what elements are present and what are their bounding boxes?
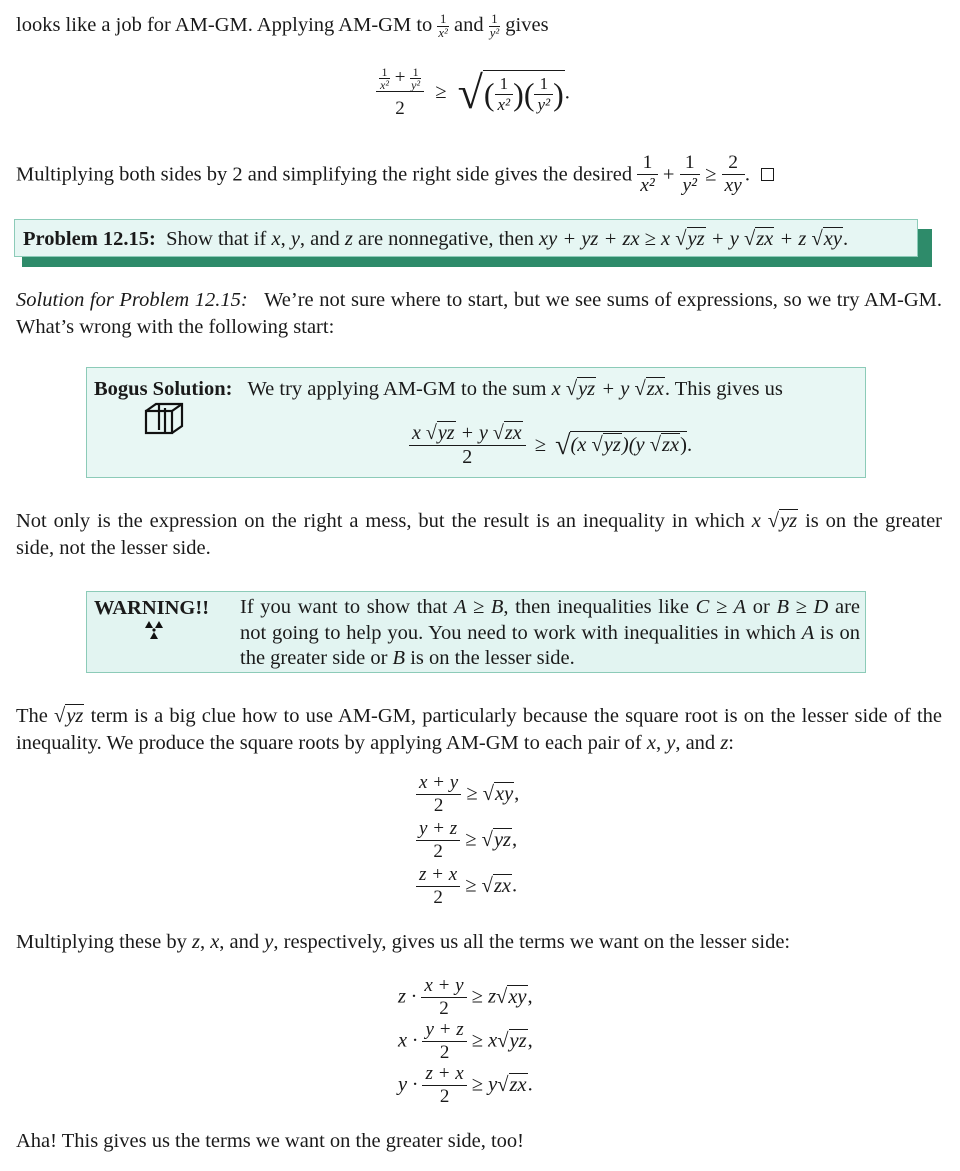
radical-sign: √ bbox=[492, 422, 504, 444]
sqrt bbox=[650, 432, 680, 459]
text: , then inequalities like bbox=[503, 596, 689, 618]
num: 1 bbox=[379, 66, 390, 79]
paren: ) bbox=[553, 76, 564, 113]
text: , respectively, gives us all the terms we want on the lesser side: bbox=[273, 931, 791, 953]
num: x + y bbox=[416, 772, 461, 795]
sqrt-product bbox=[457, 66, 570, 118]
text: , bbox=[280, 228, 286, 250]
plus: + bbox=[662, 163, 675, 186]
radical-sign: √ bbox=[481, 828, 493, 851]
radical-sign: √ bbox=[497, 1029, 509, 1052]
den: x² bbox=[497, 94, 511, 114]
text: is on the greater side, not the lesser side. bbox=[16, 510, 942, 560]
inequality: A ≥ B bbox=[454, 596, 504, 618]
small-frac bbox=[410, 66, 421, 91]
den: 2 bbox=[439, 997, 449, 1019]
problem-label: Problem 12.15: bbox=[23, 228, 156, 250]
radicand: xy bbox=[494, 782, 514, 805]
text: is on the greater side or bbox=[240, 621, 861, 669]
text: , and bbox=[219, 931, 260, 953]
radicand: yz bbox=[437, 422, 455, 444]
sqrt bbox=[566, 376, 596, 403]
num: z + x bbox=[422, 1063, 466, 1086]
relation: ≥ bbox=[471, 1029, 484, 1052]
den: 2 bbox=[439, 1085, 450, 1107]
den: y² bbox=[411, 78, 421, 92]
lhs-fraction bbox=[376, 66, 424, 120]
var: x bbox=[751, 510, 761, 532]
num: 1 bbox=[680, 152, 700, 175]
frac bbox=[637, 152, 657, 198]
radicand: yz bbox=[578, 378, 596, 400]
expression: xy + yz + zx ≥ x bbox=[539, 228, 671, 250]
den: xy bbox=[724, 175, 742, 197]
radical-sign: √ bbox=[425, 422, 437, 444]
relation: ≥ bbox=[465, 828, 477, 851]
den: 2 bbox=[433, 886, 443, 908]
radicand: zx bbox=[662, 433, 680, 456]
den: x² bbox=[640, 175, 655, 197]
bogus-line bbox=[94, 376, 783, 403]
text: We try applying AM-GM to the sum bbox=[247, 378, 547, 400]
radicand: zx bbox=[646, 378, 664, 400]
paren: ( bbox=[483, 76, 495, 113]
text: Aha! This gives us the terms we want on the greater side, too! bbox=[16, 1130, 525, 1152]
equation-am-gm-reciprocals bbox=[376, 66, 570, 120]
period: . bbox=[842, 228, 849, 250]
relation: ≥ bbox=[471, 985, 483, 1008]
bogus-label: Bogus Solution: bbox=[94, 378, 233, 400]
small-frac bbox=[379, 66, 390, 91]
period: . bbox=[564, 81, 570, 104]
num: 2 bbox=[722, 152, 745, 175]
equation-row bbox=[398, 1063, 533, 1107]
radical-sign: √ bbox=[565, 378, 578, 400]
sqrt bbox=[675, 226, 705, 253]
text: are nonnegative, then bbox=[358, 228, 534, 250]
problem-box bbox=[14, 219, 918, 257]
text: If you want to show that bbox=[240, 596, 448, 618]
num: x + y bbox=[421, 975, 466, 998]
sqrt bbox=[496, 984, 527, 1011]
text: Multiplying these by bbox=[16, 931, 187, 953]
text: term is a big clue how to use AM-GM, particularly because the square root is on the lesser side of the inequality. We produce the square roots by applying AM-GM to each pair of bbox=[16, 705, 943, 755]
relation: ≥ bbox=[466, 782, 478, 805]
inequality: C ≥ A bbox=[695, 596, 747, 618]
expression: + z bbox=[779, 228, 807, 250]
radicand: yz bbox=[780, 510, 798, 532]
radical-sign: √ bbox=[457, 66, 483, 118]
var: x bbox=[412, 422, 421, 444]
solution-label: Solution for Problem 12.15: bbox=[16, 289, 248, 311]
den: x² bbox=[380, 78, 389, 92]
num: y + z bbox=[422, 1019, 466, 1042]
radicand: yz bbox=[687, 228, 705, 250]
numerator bbox=[409, 422, 526, 446]
var: z bbox=[720, 732, 729, 755]
num: 1 bbox=[437, 13, 448, 27]
den: 2 bbox=[439, 1041, 450, 1063]
inequality: B ≥ D bbox=[776, 596, 829, 618]
sqrt bbox=[744, 226, 774, 253]
equation-row bbox=[416, 772, 519, 818]
sqrt bbox=[482, 827, 512, 854]
radical-sign: √ bbox=[555, 429, 571, 461]
paragraph-conclusion bbox=[16, 152, 774, 198]
radicand: xy bbox=[823, 228, 842, 250]
num: 1 bbox=[410, 66, 421, 79]
sqrt bbox=[497, 1072, 527, 1099]
var: B bbox=[392, 647, 406, 669]
num: 1 bbox=[637, 152, 657, 175]
radicand: yz bbox=[66, 705, 84, 727]
qed-square-icon bbox=[761, 168, 774, 181]
frac bbox=[680, 152, 700, 198]
punct: , bbox=[512, 828, 518, 851]
punct: . bbox=[512, 874, 518, 897]
paragraph-aha bbox=[16, 1128, 524, 1155]
var: A bbox=[801, 621, 815, 644]
coefficient: y bbox=[488, 1073, 498, 1096]
sqrt bbox=[811, 226, 842, 253]
equation-row bbox=[416, 818, 519, 864]
relation: ≥ bbox=[534, 433, 546, 456]
sqrt bbox=[497, 1028, 527, 1055]
den: y² bbox=[682, 175, 697, 197]
warning-text bbox=[240, 595, 860, 672]
punct: , bbox=[514, 782, 520, 805]
text: Multiplying both sides by 2 and simplifying the right side gives the desired bbox=[16, 163, 633, 186]
var: x bbox=[646, 732, 656, 755]
sqrt bbox=[634, 376, 664, 403]
radicand: yz bbox=[493, 828, 512, 851]
text: : bbox=[728, 732, 734, 755]
var: y bbox=[290, 228, 300, 250]
text: . This gives us bbox=[664, 378, 783, 400]
denominator: 2 bbox=[462, 446, 473, 468]
sqrt bbox=[482, 873, 512, 900]
radicand: zx bbox=[756, 228, 774, 250]
den: y² bbox=[537, 94, 551, 114]
radical-sign: √ bbox=[481, 874, 493, 897]
period: . bbox=[744, 163, 750, 186]
radical-sign: √ bbox=[743, 228, 756, 250]
text: or bbox=[752, 596, 770, 618]
cube-icon bbox=[143, 402, 189, 436]
text: The bbox=[16, 705, 48, 727]
relation: ≥ bbox=[471, 1073, 484, 1096]
radical-sign: √ bbox=[54, 705, 66, 727]
radical-sign: √ bbox=[497, 1073, 509, 1096]
fraction bbox=[422, 1063, 466, 1108]
fraction bbox=[421, 975, 466, 1020]
fraction-one-over-y-squared bbox=[489, 13, 500, 39]
expression: + y bbox=[710, 228, 739, 250]
frac bbox=[534, 74, 553, 114]
var: x bbox=[271, 228, 281, 250]
num: 1 bbox=[489, 13, 500, 27]
fraction-one-over-x-squared bbox=[437, 13, 448, 39]
plus: + bbox=[394, 66, 406, 88]
relation: ≥ bbox=[465, 874, 477, 897]
radical-sign: √ bbox=[634, 378, 646, 400]
coefficient: x bbox=[488, 1029, 498, 1052]
text: is on the lesser side. bbox=[410, 647, 575, 669]
fraction bbox=[422, 1019, 466, 1064]
radical-sign: √ bbox=[649, 433, 662, 456]
paren: ( bbox=[523, 76, 535, 113]
radical-sign: √ bbox=[767, 510, 780, 532]
num: y + z bbox=[416, 818, 460, 841]
radicand: yz bbox=[603, 433, 621, 456]
var: x bbox=[551, 378, 561, 400]
sqrt bbox=[483, 781, 514, 808]
equation-row bbox=[398, 975, 533, 1019]
den: 2 bbox=[433, 794, 444, 816]
expression: + y bbox=[460, 422, 488, 444]
text: and bbox=[453, 14, 484, 36]
fraction bbox=[416, 772, 461, 817]
punct: . bbox=[527, 1073, 533, 1096]
warning-box bbox=[86, 591, 866, 673]
bogus-equation bbox=[409, 422, 692, 469]
sqrt-outer bbox=[555, 427, 692, 464]
den: y² bbox=[489, 25, 500, 40]
equation-row bbox=[416, 864, 519, 910]
text: We’re not sure where to start, but we see sums of expressions, so we try AM-GM. What’s wrong with the following start: bbox=[16, 289, 942, 339]
frac bbox=[722, 152, 745, 198]
sqrt bbox=[54, 703, 84, 730]
num: 1 bbox=[495, 74, 514, 95]
lhs-denominator: 2 bbox=[395, 98, 405, 119]
radical-sign: √ bbox=[591, 433, 603, 456]
multiplier: y · bbox=[398, 1073, 418, 1096]
var: z bbox=[191, 931, 200, 953]
fraction bbox=[416, 864, 460, 909]
text: are not going to help you. You need to work with inequalities in which bbox=[240, 596, 861, 644]
radicand bbox=[570, 431, 686, 456]
text: looks like a job for AM-GM. Applying AM-GM to bbox=[16, 14, 433, 36]
text: , and bbox=[299, 228, 340, 250]
relation: ≥ bbox=[705, 163, 717, 186]
den: 2 bbox=[433, 840, 443, 862]
period: . bbox=[686, 433, 693, 456]
coefficient: z bbox=[488, 985, 497, 1008]
radicand: zx bbox=[504, 422, 522, 444]
relation: ≥ bbox=[435, 81, 447, 104]
var: z bbox=[344, 228, 353, 250]
var: y bbox=[666, 732, 676, 755]
multiplier: x · bbox=[398, 1029, 418, 1052]
text: Show that if bbox=[166, 228, 267, 250]
sqrt bbox=[426, 422, 456, 445]
equation-group-multiplied bbox=[398, 975, 533, 1107]
radicand: zx bbox=[509, 1073, 527, 1096]
expression: )(y bbox=[621, 433, 645, 456]
warning-label: WARNING!! bbox=[94, 597, 210, 619]
frac bbox=[495, 74, 514, 114]
punct: , bbox=[527, 985, 533, 1008]
equation-row bbox=[398, 1019, 533, 1063]
paragraph-clue bbox=[16, 703, 942, 758]
multiplier: z · bbox=[398, 985, 417, 1008]
num: z + x bbox=[416, 864, 460, 887]
text: gives bbox=[505, 14, 549, 36]
radiation-icon bbox=[143, 620, 165, 640]
paragraph-intro bbox=[16, 12, 549, 39]
text: , bbox=[199, 931, 206, 953]
expression: + y bbox=[601, 378, 630, 400]
radical-sign: √ bbox=[482, 782, 494, 805]
equation-group-am-gm-pairs bbox=[416, 772, 519, 910]
radicand: xy bbox=[508, 985, 527, 1008]
fraction bbox=[416, 818, 460, 863]
text: , bbox=[655, 732, 662, 755]
punct: , bbox=[527, 1029, 533, 1052]
radical-sign: √ bbox=[496, 985, 508, 1008]
lhs-fraction bbox=[409, 422, 526, 469]
num: 1 bbox=[534, 74, 553, 95]
var: y bbox=[264, 931, 274, 953]
text: Not only is the expression on the right a mess, but the result is an inequality in which bbox=[16, 510, 745, 532]
sqrt bbox=[592, 432, 622, 459]
var: x bbox=[210, 931, 220, 953]
den: x² bbox=[438, 25, 448, 40]
sqrt bbox=[493, 422, 523, 445]
text: , and bbox=[675, 732, 716, 755]
bogus-solution-box bbox=[86, 367, 866, 478]
radicand bbox=[483, 70, 565, 116]
radical-sign: √ bbox=[675, 228, 687, 250]
solution-intro bbox=[16, 287, 942, 342]
paren: ) bbox=[513, 76, 524, 113]
radical-sign: √ bbox=[811, 228, 823, 250]
radicand: yz bbox=[509, 1029, 527, 1052]
paragraph-mess bbox=[16, 508, 942, 563]
paren: ) bbox=[680, 433, 687, 456]
expression: (x bbox=[570, 433, 587, 456]
paragraph-multiplying bbox=[16, 929, 942, 956]
sqrt bbox=[768, 508, 798, 535]
lhs-numerator bbox=[376, 66, 424, 92]
radicand: zx bbox=[493, 874, 512, 897]
